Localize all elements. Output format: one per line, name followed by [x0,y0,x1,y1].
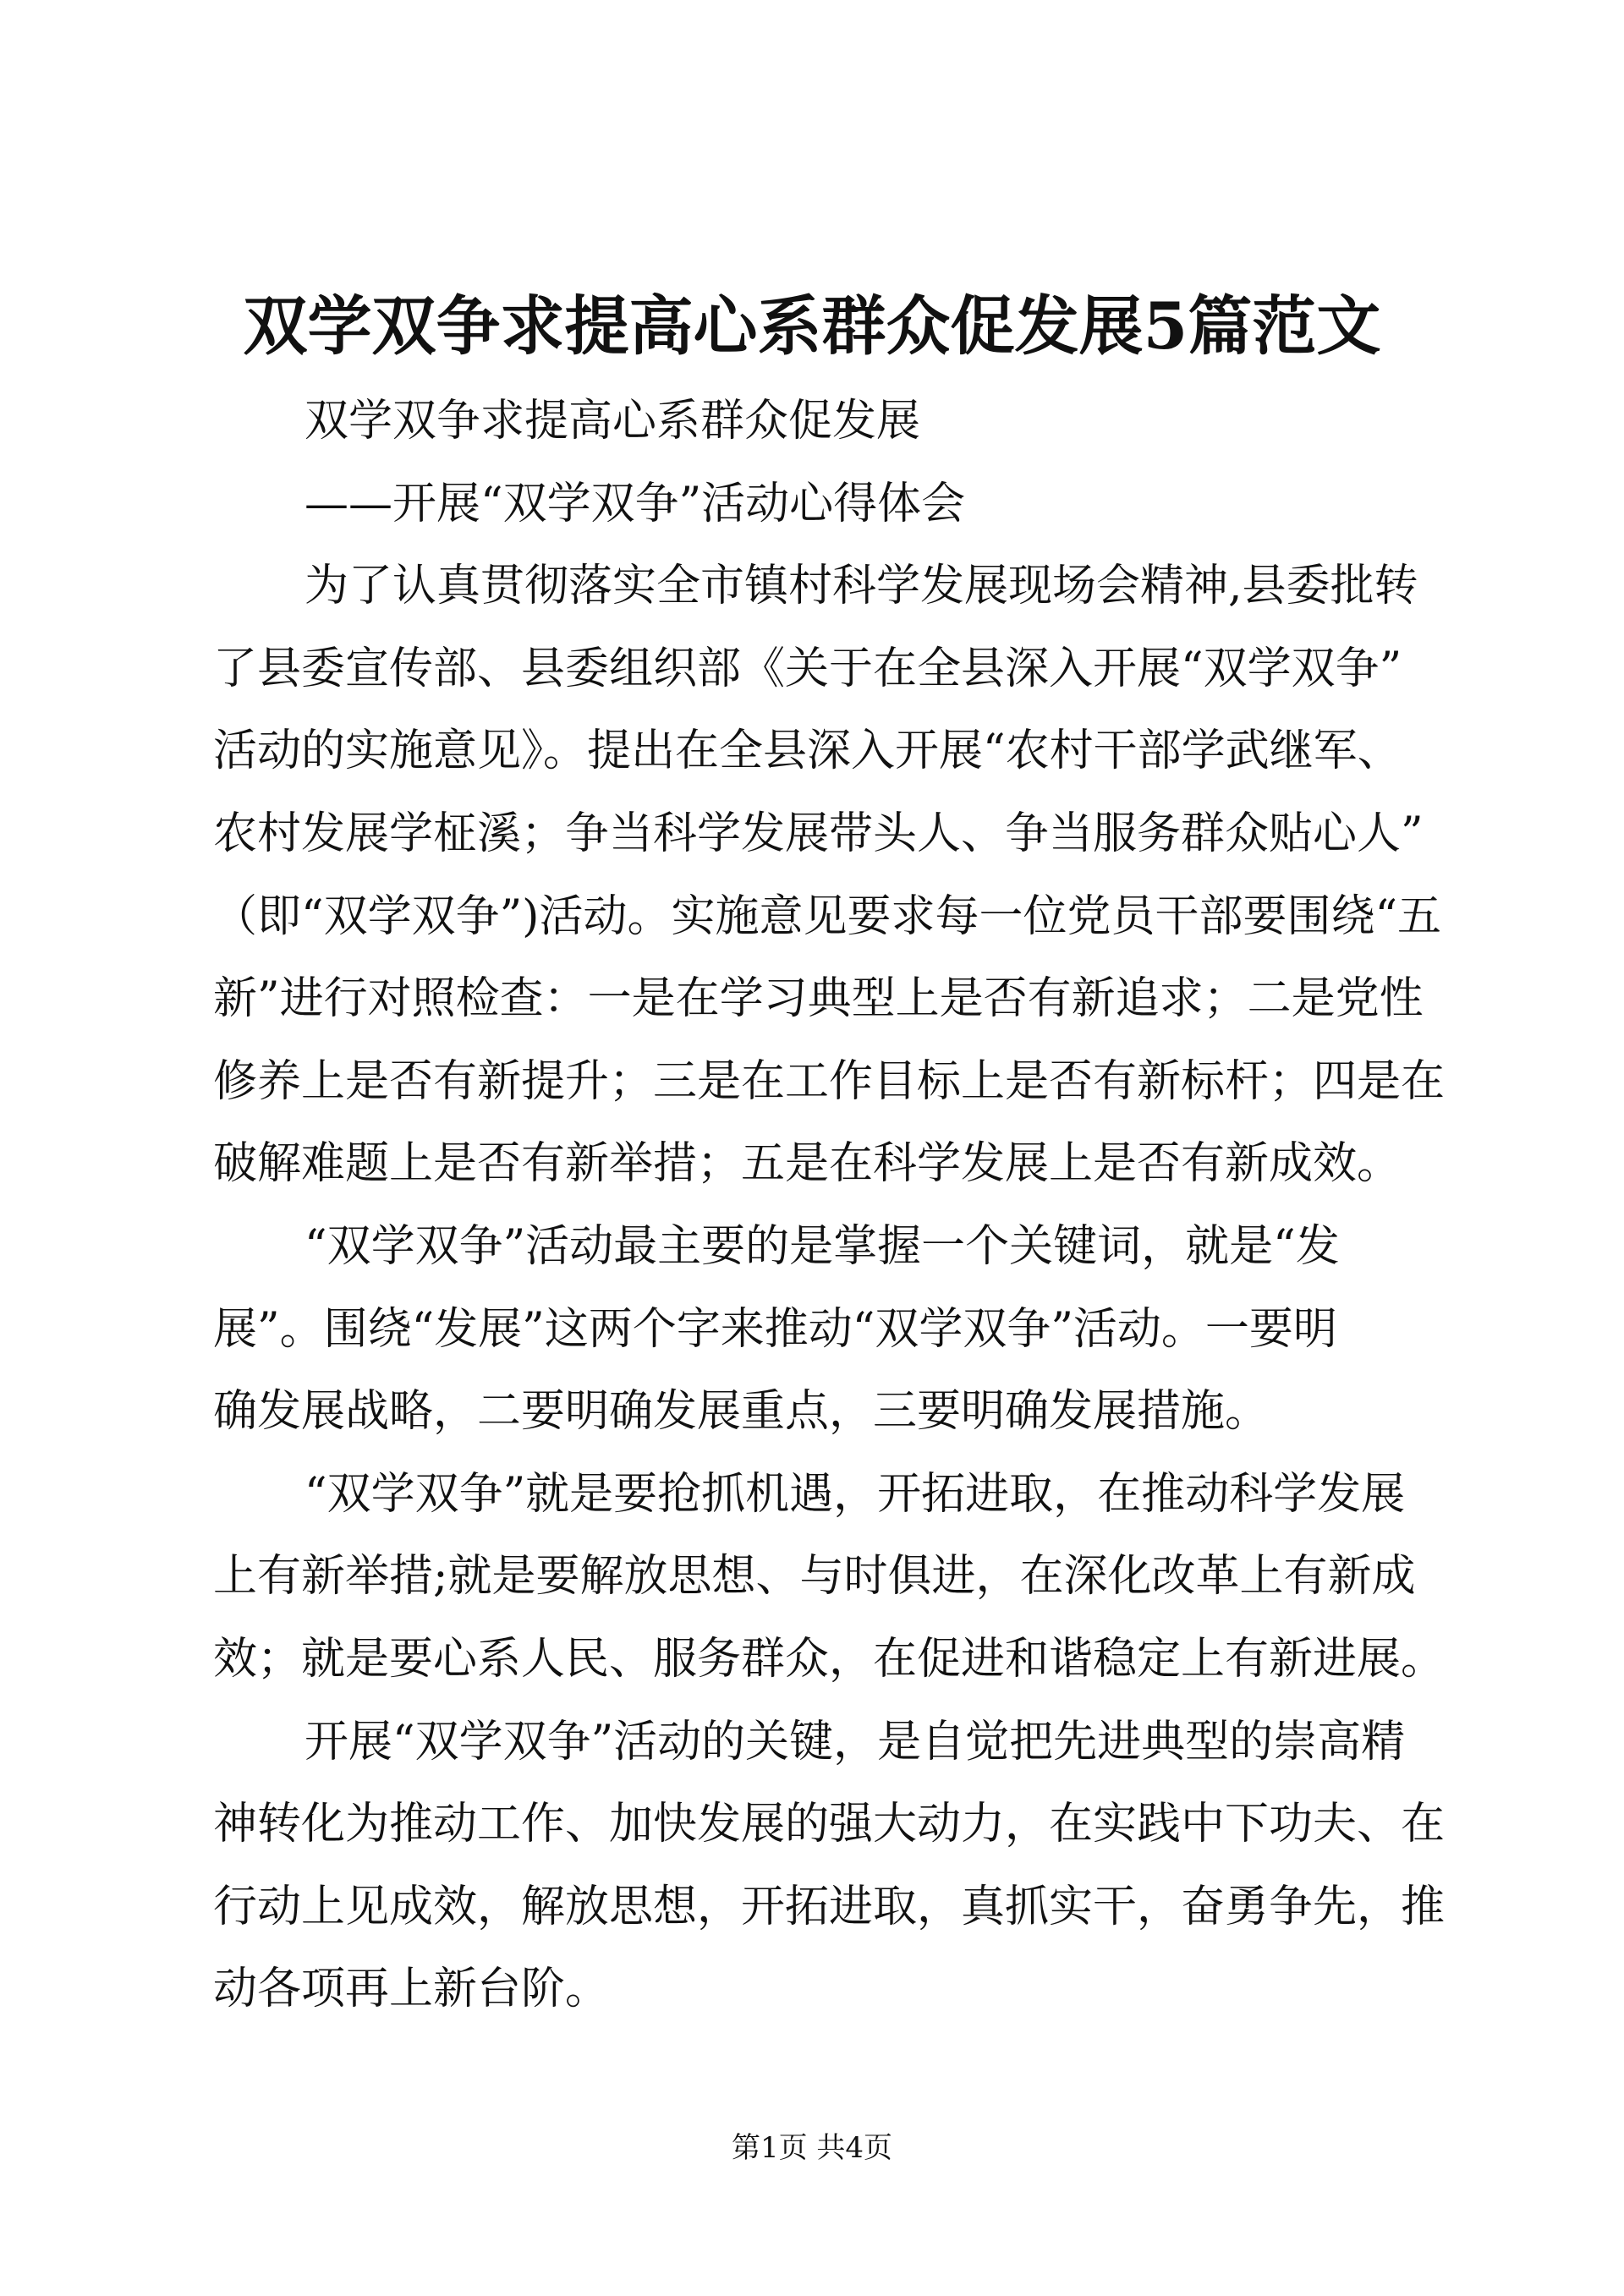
text-line: 为了认真贯彻落实全市镇村科学发展现场会精神,县委批转 [304,561,1418,612]
text-line: （即“双学双争”)活动。实施意见要求每一位党员干部要围绕“五 [213,890,1442,942]
text-line: 上有新举措;就是要解放思想、与时俱进，在深化改革上有新成 [213,1551,1416,1603]
text-line: 开展“双学双争”活动的关键，是自觉把先进典型的崇高精 [304,1716,1406,1767]
text-line: 动各项再上新台阶。 [213,1964,610,2015]
text-line: 农村发展学柾溪；争当科学发展带头人、争当服务群众贴心人” [213,808,1424,859]
text-line: 了县委宣传部、县委组织部《关于在全县深入开展“双学双争” [213,643,1402,694]
document-body [213,381,1448,2031]
text-line: 活动的实施意见》。提出在全县深入开展“农村干部学武继军、 [213,726,1402,777]
text-line: “双学双争”就是要抢抓机遇，开拓进取，在推动科学发展 [304,1468,1406,1520]
text-line: 破解难题上是否有新举措；五是在科学发展上是否有新成效。 [213,1138,1402,1190]
text-line: ——开展“双学双争”活动心得体会 [304,478,966,529]
text-line: 神转化为推动工作、加快发展的强大动力，在实践中下功夫、在 [213,1799,1446,1850]
text-line: “双学双争”活动最主要的是掌握一个关键词，就是“发 [304,1220,1340,1272]
text-line: 新”进行对照检查：一是在学习典型上是否有新追求；二是党性 [213,973,1424,1025]
text-line: 确发展战略，二要明确发展重点，三要明确发展措施。 [213,1386,1270,1438]
document-title: 双学双争求提高心系群众促发展5篇范文 [243,288,1381,364]
text-line: 展”。围绕“发展”这两个字来推动“双学双争”活动。一要明 [213,1303,1337,1355]
text-line: 效；就是要心系人民、服务群众，在促进和谐稳定上有新进展。 [213,1633,1446,1685]
text-line: 行动上见成效，解放思想，开拓进取，真抓实干，奋勇争先，推 [213,1881,1446,1932]
text-line: 修养上是否有新提升；三是在工作目标上是否有新标杆；四是在 [213,1055,1446,1107]
page-footer: 第1页 共4页 [731,2131,893,2165]
text-line: 双学双争求提高心系群众促发展 [304,396,921,447]
